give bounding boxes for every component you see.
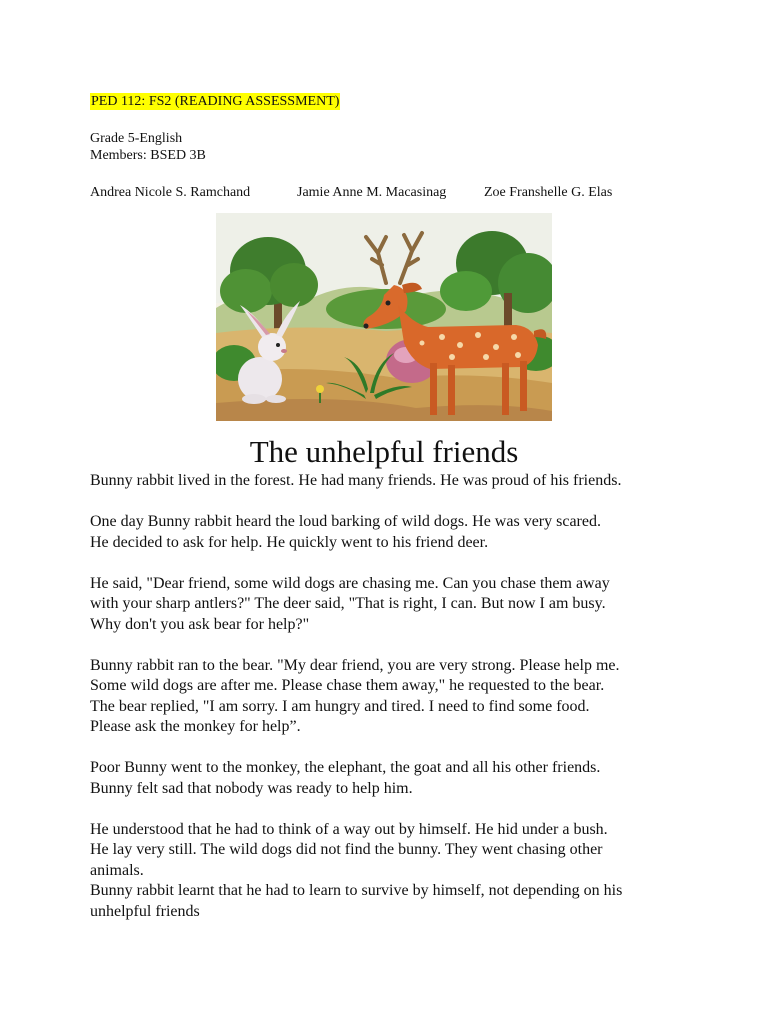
story-paragraph: He said, "Dear friend, some wild dogs are chasing me. Can you chase them away with your sharp antlers?" The deer said, "That is right, I can. But now I am busy. Why don't you ask bear for help?" — [90, 574, 610, 633]
rabbit-and-deer-image — [216, 213, 552, 421]
story-paragraph: One day Bunny rabbit heard the loud barking of wild dogs. He was very scared. He decided to ask for help. He quickly went to his friend deer. — [90, 513, 601, 551]
grade-label: Grade 5-English — [90, 131, 183, 146]
story-illustration — [216, 213, 552, 421]
course-title: PED 112: FS2 (READING ASSESSMENT) — [91, 94, 340, 109]
story-paragraph: Bunny rabbit learnt that he had to learn to survive by himself, not depending on his unhelpful friends — [90, 882, 623, 920]
story-paragraph: Bunny rabbit lived in the forest. He had many friends. He was proud of his friends. — [90, 472, 622, 489]
story-paragraph: Poor Bunny went to the monkey, the elephant, the goat and all his other friends. Bunny felt sad that nobody was ready to help him. — [90, 759, 601, 797]
story-paragraph: He understood that he had to think of a way out by himself. He hid under a bush. He lay very still. The wild dogs did not find the bunny. They went chasing other animals. — [90, 820, 608, 879]
assessment-meta — [90, 130, 206, 164]
members-label: Members: BSED 3B — [90, 148, 206, 163]
story-title: The unhelpful friends — [249, 434, 519, 469]
member-name: Andrea Nicole S. Ramchand — [90, 185, 251, 200]
story-paragraph: Bunny rabbit ran to the bear. "My dear friend, you are very strong. Please help me. Some wild dogs are after me. Please chase them away," he requested to the bear. The bear replied, "I am sorry. I am hungry and tired. I need to find some food. Please ask the monkey for help”. — [90, 656, 620, 735]
story-body — [90, 471, 690, 943]
member-name: Zoe Franshelle G. Elas — [484, 185, 613, 200]
member-name: Jamie Anne M. Macasinag — [297, 185, 447, 200]
